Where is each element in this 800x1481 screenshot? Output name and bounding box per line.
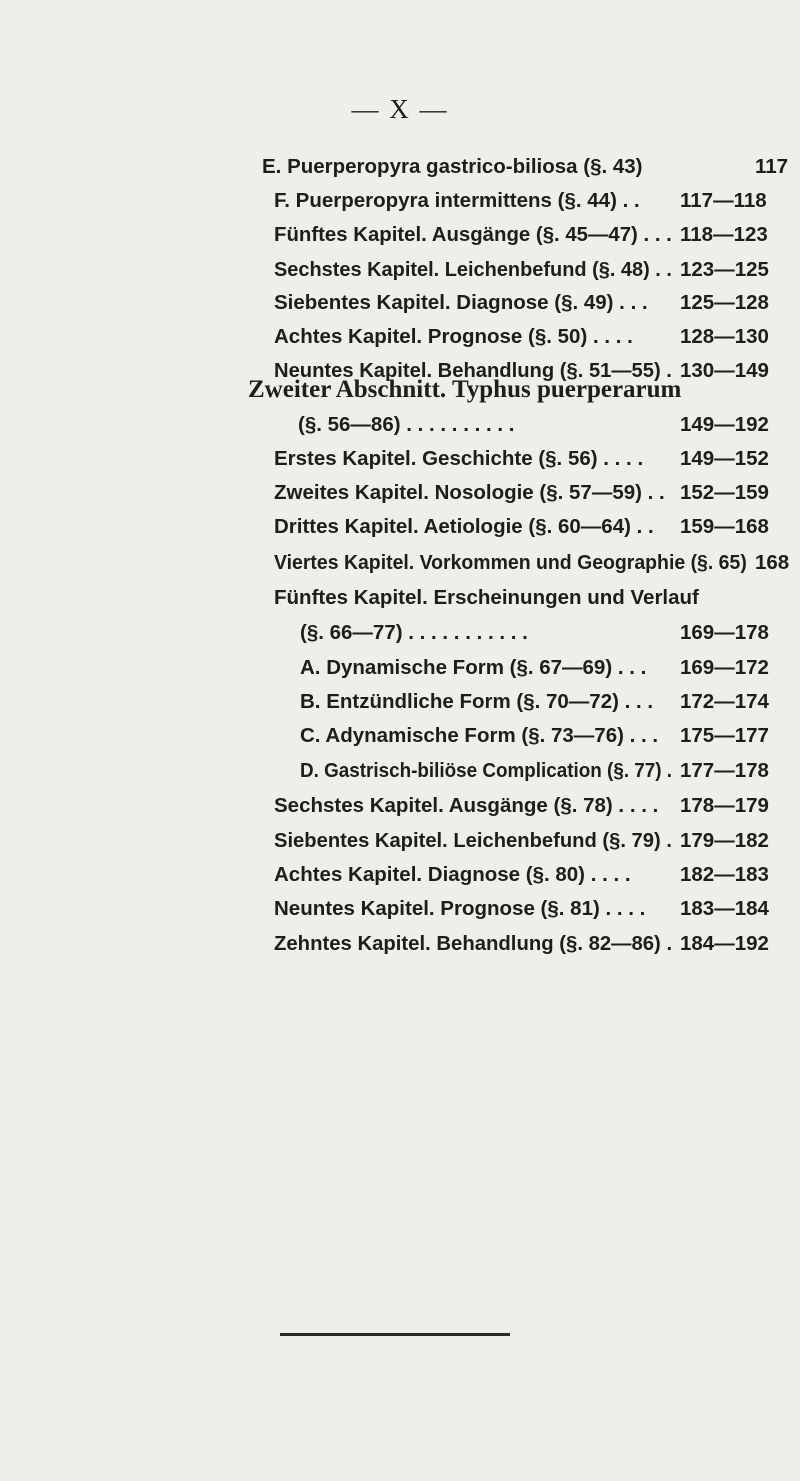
toc-entry-title: Viertes Kapitel. Vorkommen und Geographie (§. 65) xyxy=(274,551,747,574)
toc-entry-title: Sechstes Kapitel. Ausgänge (§. 78) . . . . xyxy=(274,794,659,817)
toc-entry-page: 125—128 xyxy=(680,291,769,314)
toc-entry xyxy=(0,356,800,386)
toc-entry-page: 183—184 xyxy=(680,897,769,920)
toc-entry-page: 130—149 xyxy=(680,359,769,382)
toc-entry xyxy=(0,444,800,474)
toc-entry-title: Neuntes Kapitel. Prognose (§. 81) . . . . xyxy=(274,897,646,920)
toc-entry xyxy=(0,826,800,856)
toc-entry-page: 179—182 xyxy=(680,829,769,852)
toc-entry-title: Sechstes Kapitel. Leichenbefund (§. 48) . . xyxy=(274,258,672,281)
toc-entry-title: (§. 66—77) . . . . . . . . . . . xyxy=(300,621,528,644)
toc-entry-title: A. Dynamische Form (§. 67—69) . . . xyxy=(300,656,647,679)
toc-entry xyxy=(0,929,800,959)
toc-entry-page: 149—152 xyxy=(680,447,769,470)
toc-entry xyxy=(0,152,800,182)
toc-entry xyxy=(0,756,800,786)
toc-entry xyxy=(0,255,800,285)
toc-entry-page: 128—130 xyxy=(680,325,769,348)
toc-entry-title: Erstes Kapitel. Geschichte (§. 56) . . . . xyxy=(274,447,644,470)
toc-entry xyxy=(0,687,800,717)
toc-entry xyxy=(0,721,800,751)
toc-entry-title: D. Gastrisch-biliöse Complication (§. 77) . xyxy=(300,759,673,782)
toc-entry xyxy=(0,512,800,542)
toc-entry-page: 182—183 xyxy=(680,863,769,886)
toc-entry-page: 149—192 xyxy=(680,413,769,436)
toc-entry-page: 184—192 xyxy=(680,932,769,955)
toc-entry-page: 159—168 xyxy=(680,515,769,538)
toc-entry xyxy=(0,548,800,578)
toc-entry-title: (§. 56—86) . . . . . . . . . . xyxy=(298,413,515,436)
toc-entry-page: 178—179 xyxy=(680,794,769,817)
toc-entry-page: 152—159 xyxy=(680,481,769,504)
toc-entry xyxy=(0,860,800,890)
toc-entry-page: 175—177 xyxy=(680,724,769,747)
toc-entry xyxy=(0,410,800,440)
toc-entry-title: C. Adynamische Form (§. 73—76) . . . xyxy=(300,724,659,747)
toc-entry xyxy=(0,791,800,821)
toc-entry xyxy=(0,894,800,924)
toc-entry-page: 169—178 xyxy=(680,621,769,644)
toc-entry-page: 118—123 xyxy=(680,223,768,246)
toc-entry-title: Achtes Kapitel. Prognose (§. 50) . . . . xyxy=(274,325,633,348)
section-heading: Zweiter Abschnitt. Typhus puerperarum xyxy=(248,376,682,403)
toc-entry-title: Siebentes Kapitel. Diagnose (§. 49) . . . xyxy=(274,291,648,314)
toc-entry xyxy=(0,618,800,648)
toc-entry-page: 117 xyxy=(755,155,789,178)
toc-entry xyxy=(0,220,800,250)
toc-entry-title: E. Puerperopyra gastrico-biliosa (§. 43) xyxy=(262,155,643,178)
toc-entry xyxy=(0,186,800,216)
toc-entry-title: Drittes Kapitel. Aetiologie (§. 60—64) . . xyxy=(274,515,654,538)
toc-entry-title: Siebentes Kapitel. Leichenbefund (§. 79) . xyxy=(274,829,672,852)
toc-entry-page: 117—118 xyxy=(680,189,767,212)
toc-entry xyxy=(0,322,800,352)
toc-entry xyxy=(0,478,800,508)
toc-entry-title: Achtes Kapitel. Diagnose (§. 80) . . . . xyxy=(274,863,631,886)
toc-entry-title: Fünftes Kapitel. Erscheinungen und Verlauf xyxy=(274,586,699,609)
toc-entry-page: 177—178 xyxy=(680,759,769,782)
toc-entry xyxy=(0,583,800,613)
toc-entry-title: B. Entzündliche Form (§. 70—72) . . . xyxy=(300,690,654,713)
toc-entry-page: 169—172 xyxy=(680,656,769,679)
toc-entry-title: Zweites Kapitel. Nosologie (§. 57—59) . . xyxy=(274,481,665,504)
toc-entry-title: Fünftes Kapitel. Ausgänge (§. 45—47) . . . xyxy=(274,223,672,246)
end-rule xyxy=(280,1333,510,1336)
toc-entry xyxy=(0,653,800,683)
toc-entry-page: 172—174 xyxy=(680,690,769,713)
toc-entry-page: 168 xyxy=(755,551,790,574)
running-head: — X — xyxy=(351,94,449,124)
toc-entry-title: Neuntes Kapitel. Behandlung (§. 51—55) . xyxy=(274,359,672,382)
toc-entry-title: F. Puerperopyra intermittens (§. 44) . . xyxy=(274,189,640,212)
toc-entry-page: 123—125 xyxy=(680,258,769,281)
toc-entry-title: Zehntes Kapitel. Behandlung (§. 82—86) . xyxy=(274,932,673,955)
toc-entry xyxy=(0,288,800,318)
